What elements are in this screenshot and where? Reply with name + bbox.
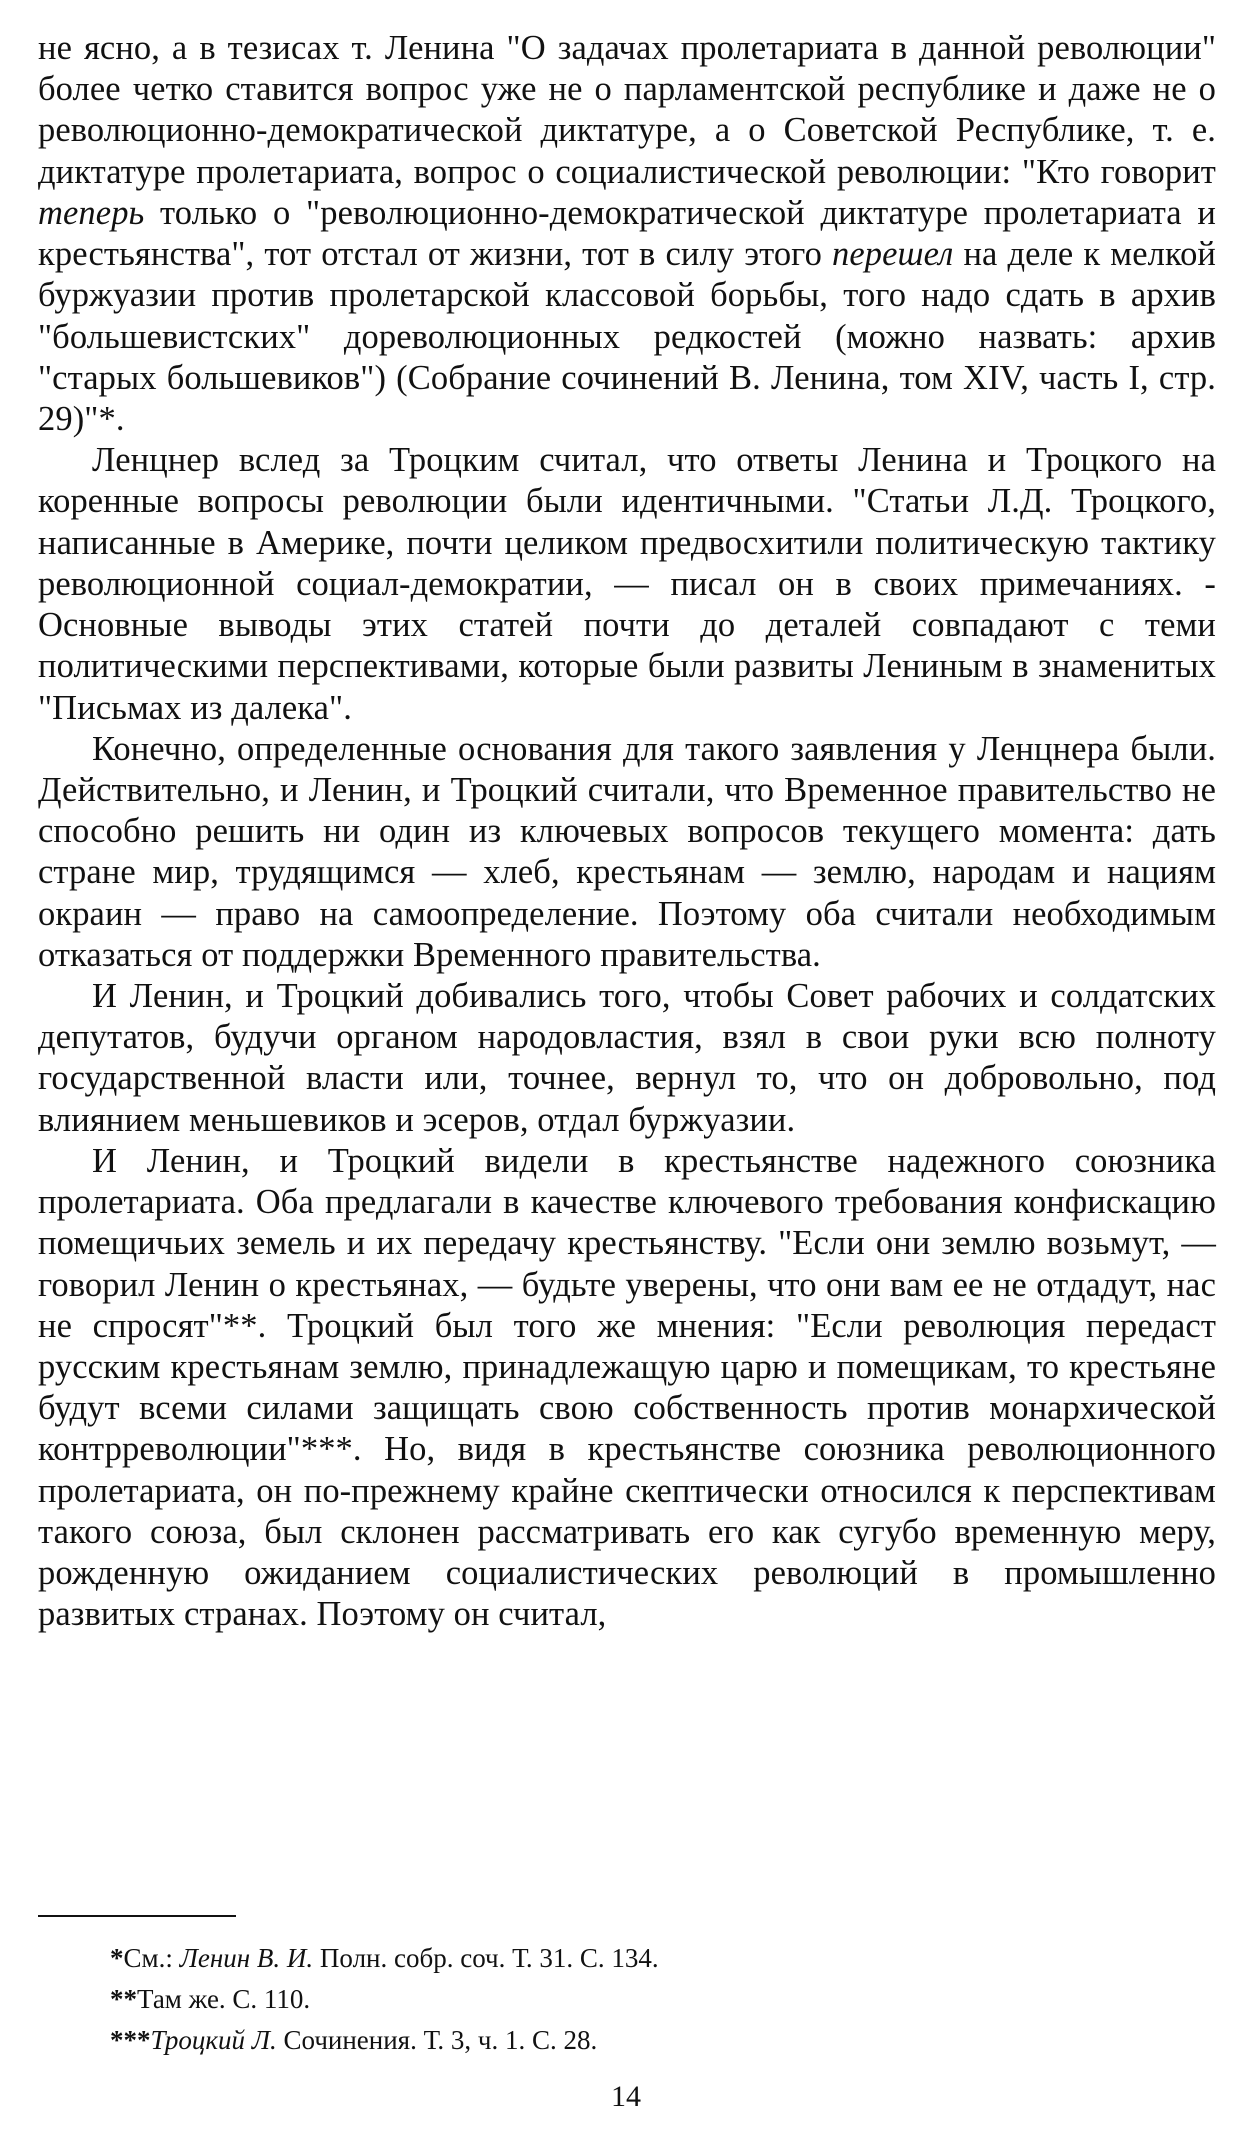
text-run: Сочинения. Т. 3, ч. 1. С. 28. (276, 2025, 598, 2056)
paragraph (38, 440, 1216, 729)
footnote (110, 1979, 1110, 2020)
text-run: И Ленин, и Троцкий видели в крестьянстве надежного союзника пролетариата. Оба предлагали в качестве ключевого требования конфискацию помещичьих земель и их передачу крестьянству. "Если они землю возьмут, — говорил Ленин о крестьянах, — будьте уверены, что они вам ее не отдадут, нас не спросят"**. Троцкий был того же мнения: "Если революция передаст русским крестьянам землю, принадлежащую царю и помещикам, то крестьяне будут всеми силами защищать свою собственность против монархической контрреволюции"***. Но, видя в крестьянстве союзника революционного пролетариата, он по-прежнему крайне скептически относился к перспективам такого союза, был склонен рассматривать его как сугубо временную меру, рожденную ожиданием социалистических революций в промышленно развитых странах. Поэтому он считал, (38, 1141, 1216, 1634)
text-run: Полн. собр. соч. Т. 31. С. 134. (313, 1943, 659, 1973)
page-number: 14 (611, 2080, 641, 2113)
text-run: Ленцнер вслед за Троцким считал, что ответы Ленина и Троцкого на коренные вопросы революции были идентичными. "Статьи Л.Д. Троцкого, написанные в Америке, почти целиком предвосхитили политическую тактику революционной социал-демократии, — писал он в своих примечаниях. - Основные выводы этих статей почти до деталей совпадают с теми политическими перспективами, которые были развиты Лениным в знаменитых "Письмах из далека". (38, 441, 1216, 727)
footnote-mark: * (110, 1943, 124, 1973)
footnote-mark: *** (110, 2025, 151, 2056)
italic-text: теперь (38, 193, 145, 232)
paragraph (38, 1141, 1216, 1636)
footnote (110, 2020, 1110, 2061)
italic-text: Троцкий Л. (150, 2025, 277, 2056)
text-run: не ясно, а в тезисах т. Ленина "О задачах пролетариата в данной революции" более четко ставится вопрос уже не о парламентской республике и даже не о революционно-демократической диктатуре, а о Советской Республике, т. е. диктатуре пролетариата, вопрос о социалистической революции: "Кто говорит (38, 29, 1216, 191)
italic-text: Ленин В. И. (179, 1943, 314, 1973)
text-run: И Ленин, и Троцкий добивались того, чтобы Совет рабочих и солдатских депутатов, будучи органом народовластия, взял в свои руки всю полноту государственной власти или, точнее, вернул то, что он добровольно, под влиянием меньшевиков и эсеров, отдал буржуазии. (38, 977, 1216, 1139)
text-run: Там же. С. 110. (137, 1984, 311, 2015)
footnotes (110, 1938, 1110, 2061)
italic-text: перешел (832, 235, 954, 274)
text-run: на деле к мелкой буржуазии против пролетарской классовой борьбы, того надо сдать в архив "большевистских" дореволюционных редкостей (можно назвать: архив "старых большевиков") (Собрание сочинений В. Ленина, том XIV, часть I, стр. 29)"*. (38, 235, 1216, 438)
footnote-divider (38, 1915, 236, 1917)
footnote (110, 1938, 1110, 1979)
footnote-mark: ** (110, 1984, 137, 2015)
page-body (38, 28, 1216, 1636)
text-run: только о "революционно-демократической диктатуре пролетариата и крестьянства", тот отстал от жизни, тот в силу этого (38, 193, 1216, 274)
text-run: Конечно, определенные основания для такого заявления у Ленцнера были. Действительно, и Ленин, и Троцкий считали, что Временное правительство не способно решить ни один из ключевых вопросов текущего момента: дать стране мир, трудящимся — хлеб, крестьянам — землю, народам и нациям окраин — право на самоопределение. Поэтому оба считали необходимым отказаться от поддержки Временного правительства. (38, 729, 1216, 974)
paragraph (38, 28, 1216, 440)
paragraph (38, 729, 1216, 976)
paragraph (38, 976, 1216, 1141)
text-run: См.: (123, 1943, 180, 1973)
